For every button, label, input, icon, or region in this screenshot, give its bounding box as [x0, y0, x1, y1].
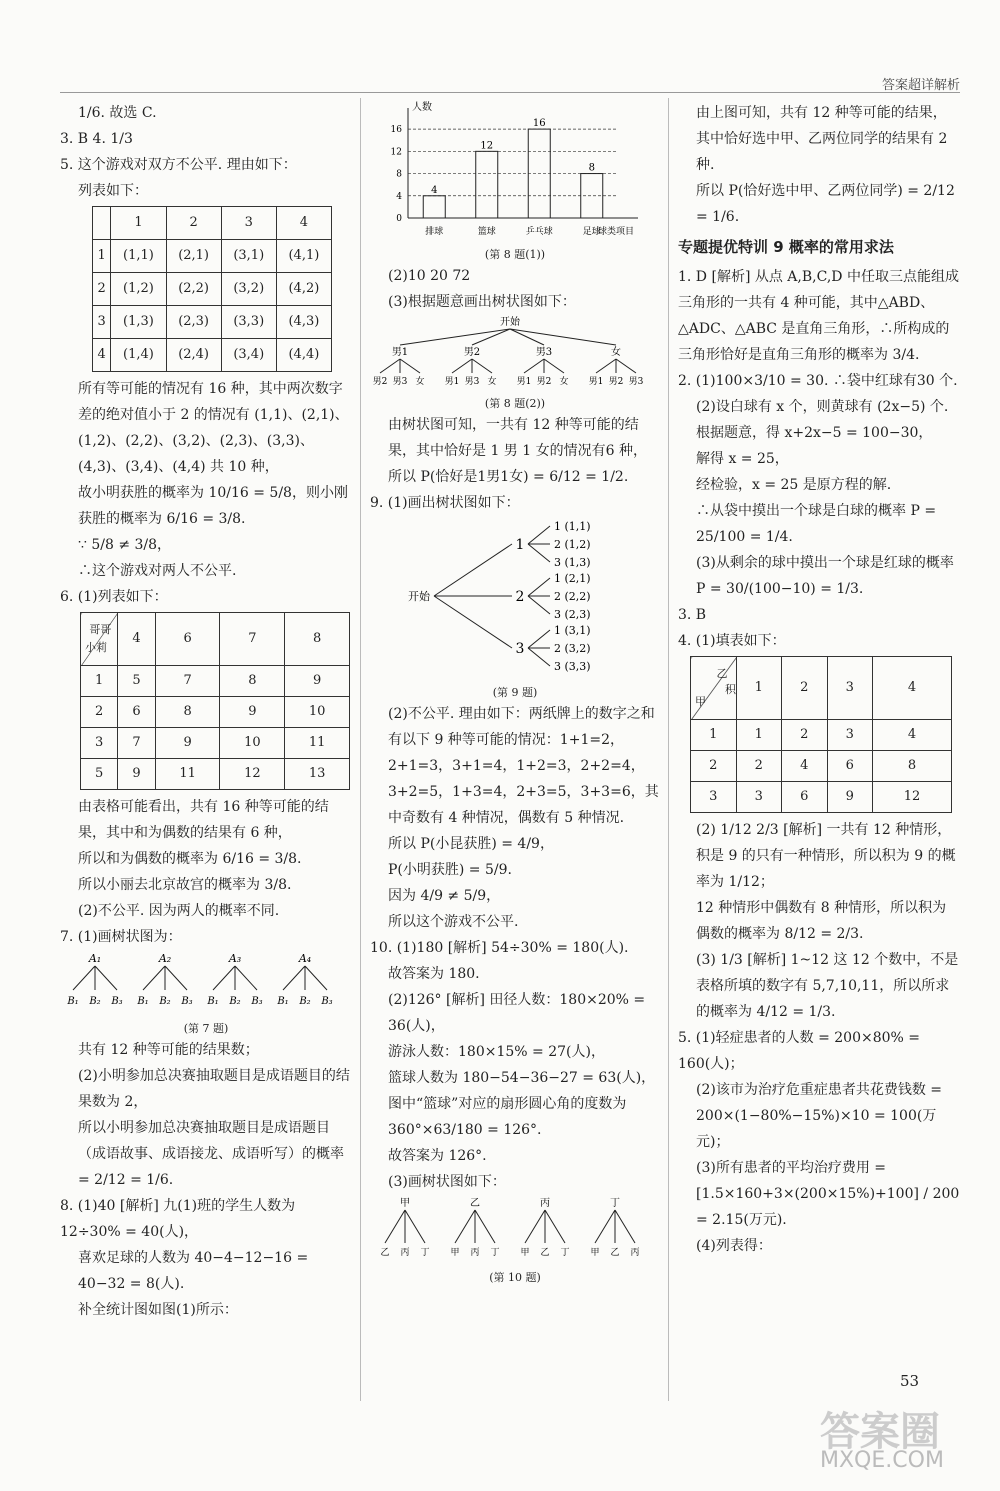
table-cell: (3,4)	[221, 339, 276, 372]
tree-leaf: 丁	[490, 1248, 500, 1258]
table-corner-cell	[691, 657, 737, 720]
table-header-cell: 3	[221, 207, 276, 240]
tree-edge	[400, 329, 510, 345]
table-cell: 3	[736, 782, 782, 813]
table-cell: 12	[873, 782, 952, 813]
tree-leaf: 3 (3,3)	[554, 660, 591, 673]
text-line: 6. (1)列表如下：	[60, 589, 168, 605]
tree-leaf: 丙	[470, 1248, 480, 1258]
table-cell: (2,2)	[166, 273, 221, 306]
text-line: 所以和为偶数的概率为 6/16 = 3/8.	[78, 851, 302, 867]
tree-leaf: B₂	[159, 996, 171, 1007]
tree-diagram-q10	[370, 1195, 650, 1261]
table-cell: 4	[782, 751, 828, 782]
tree-leaf: 3 (2,3)	[554, 608, 591, 621]
tree-leaf: 2 (2,2)	[554, 590, 591, 603]
tree-edge	[283, 966, 305, 990]
tree-edge	[472, 359, 492, 373]
table-cell: 12	[220, 759, 285, 790]
tree-leaf: B₃	[181, 996, 193, 1007]
tree-edge	[434, 544, 512, 596]
text-para: 12 种情形中偶数有 8 种情形，所以积为偶数的概率为 8/12 = 2/3.	[696, 900, 947, 942]
text-para: 1. D [解析] 从点 A,B,C,D 中任取三点能组成三角形的一共有 4 种可能，其中△ABD、△ADC、△ABC 是直角三角形，∴所构成的三角形恰好是直角三角形的概率为 3/4.	[678, 269, 959, 363]
table-q5	[92, 206, 332, 372]
text-line: 10. (1)180 [解析] 54÷30% = 180(人).	[370, 940, 629, 956]
text-para: (2)126° [解析] 田径人数：180×20% = 36(人)，	[388, 992, 646, 1034]
page-header: 答案超详解析	[881, 78, 960, 93]
tree-diagram-q8	[370, 315, 650, 387]
table-cell: 2	[782, 720, 828, 751]
tree-edge	[455, 1210, 475, 1243]
tree-edge	[528, 544, 550, 562]
text-line: 共有 12 种等可能的结果数；	[78, 1042, 259, 1058]
table-header-cell: 2	[166, 207, 221, 240]
table-q6	[80, 612, 350, 790]
table-cell: 2	[81, 697, 118, 728]
table-corner-label: 小莉	[85, 641, 107, 654]
table-cell: 10	[285, 697, 350, 728]
text-line: 所以 P(恰好是1男1女) = 6/12 = 1/2.	[388, 469, 629, 485]
text-line: 4. (1)填表如下：	[678, 633, 786, 649]
table-cell: 8	[220, 666, 285, 697]
table-cell: 3	[827, 720, 873, 751]
tree-leaf: 男2	[608, 377, 624, 387]
tree-node: 甲	[400, 1198, 410, 1209]
tree-leaf: 甲	[590, 1248, 600, 1258]
table-header-cell: 1	[111, 207, 166, 240]
table-q4	[690, 656, 952, 813]
text-line: ∵ 5/8 ≠ 3/8，	[78, 537, 172, 553]
text-line: (2)10 20 72	[388, 268, 471, 284]
text-para: 由表格可能看出，共有 16 种等可能的结果，其中和为偶数的结果有 6 种，	[78, 799, 329, 841]
text-para: (3)所有患者的平均治疗费用 = [1.5×160+3×(200×15%)+100] / 200 = 2.15(万元).	[696, 1160, 960, 1228]
table-header-cell: 1	[736, 657, 782, 720]
watermark-logo: 答案圈	[820, 1409, 940, 1455]
table-cell: 3	[93, 306, 111, 339]
table-cell: (2,1)	[166, 240, 221, 273]
column-right	[678, 100, 960, 1259]
tree-leaf: 丙	[400, 1248, 410, 1258]
text-line: 1/6. 故选 C.	[78, 105, 157, 121]
tree-edge	[595, 1210, 615, 1243]
table-cell: 6	[827, 751, 873, 782]
text-line: (4)列表得：	[696, 1238, 772, 1254]
tree-root: 开始	[500, 317, 520, 328]
text-para: (3) 1/3 [解析] 1~12 这 12 个数中，不是表格所填的数字有 5,7,10,11，所以所求的概率为 4/12 = 1/3.	[696, 952, 959, 1020]
text-line: 解得 x = 25，	[696, 451, 789, 467]
table-cell: 3	[691, 782, 737, 813]
tree-node: 1	[515, 537, 525, 553]
table-cell: 1	[93, 240, 111, 273]
column-middle	[370, 100, 660, 1286]
y-tick-label: 12	[390, 147, 402, 158]
table-cell: 13	[285, 759, 350, 790]
tree-edge	[235, 966, 257, 990]
y-tick-label: 16	[390, 125, 402, 136]
bar-chart-q8	[370, 100, 650, 238]
x-axis-label: 球类项目	[598, 227, 635, 237]
table-cell: 1	[736, 720, 782, 751]
text-line: 3. B 4. 1/3	[60, 131, 133, 147]
y-tick-label: 8	[396, 169, 402, 180]
tree-edge	[405, 1210, 425, 1243]
text-line: 3. B	[678, 607, 707, 623]
tree-edge	[596, 359, 616, 373]
text-para: 喜欢足球的人数为 40−4−12−16 = 40−32 = 8(人).	[78, 1250, 309, 1292]
tree-leaf: 甲	[450, 1248, 460, 1258]
tree-leaf: 丁	[420, 1248, 430, 1258]
table-cell: 9	[118, 759, 155, 790]
table-cell: 7	[155, 666, 220, 697]
table-cell: 6	[118, 697, 155, 728]
tree-node: 男3	[535, 347, 553, 358]
table-row	[93, 240, 332, 273]
figure-caption: (第 7 题)	[183, 1022, 229, 1035]
text-line: ∴这个游戏对两人不公平.	[78, 563, 237, 579]
tree-node: 乙	[470, 1198, 480, 1209]
table-header-cell: 3	[827, 657, 873, 720]
tree-leaf: B₁	[137, 996, 149, 1007]
tree-edge	[434, 596, 512, 648]
tree-edge	[95, 966, 117, 990]
tree-leaf: 丁	[560, 1248, 570, 1258]
text-para: ∴从袋中摸出一个球是白球的概率 P = 25/100 = 1/4.	[696, 503, 937, 545]
table-corner-label: 乙	[716, 667, 728, 680]
table-cell: 6	[782, 782, 828, 813]
tree-leaf: 男1	[588, 377, 604, 387]
bar	[423, 196, 445, 218]
tree-edge	[73, 966, 95, 990]
text-line: 故答案为 180.	[388, 966, 480, 982]
text-para: 所以小明参加总决赛抽取题目是成语题目（成语故事、成语接龙、成语听写）的概率 = 2/12 = 1/6.	[78, 1120, 344, 1188]
text-para: 故小明获胜的概率为 10/16 = 5/8，则小刚获胜的概率为 6/16 = 3/8.	[78, 485, 348, 527]
bar-value-label: 4	[431, 184, 438, 196]
table-row	[81, 697, 350, 728]
tree-leaf: 乙	[380, 1248, 390, 1258]
section-title: 专题提优特训 9 概率的常用求法	[678, 238, 894, 256]
table-row	[93, 339, 332, 372]
table-cell: 4	[873, 720, 952, 751]
tree-node: 男2	[463, 347, 481, 358]
text-line: 列表如下：	[78, 183, 148, 199]
tree-edge	[165, 966, 187, 990]
table-header-cell: 8	[285, 613, 350, 666]
table-header-cell: 2	[782, 657, 828, 720]
table-header-cell: 6	[155, 613, 220, 666]
table-corner-label: 积	[725, 683, 736, 696]
tree-edge	[544, 359, 564, 373]
tree-diagram-q7	[60, 950, 340, 1012]
table-cell: (2,4)	[166, 339, 221, 372]
table-cell: (3,3)	[221, 306, 276, 339]
table-cell: 11	[155, 759, 220, 790]
tree-leaf: 甲	[520, 1248, 530, 1258]
text-line: 所以这个游戏不公平.	[388, 914, 519, 930]
table-cell: 3	[81, 728, 118, 759]
y-tick-label: 4	[396, 191, 402, 202]
text-para: 8. (1)40 [解析] 九(1)班的学生人数为 12÷30% = 40(人)，	[60, 1198, 296, 1240]
text-line: 补全统计图如图(1)所示：	[78, 1302, 238, 1318]
tree-edge	[528, 596, 550, 614]
column-divider	[360, 98, 361, 1401]
x-tick-label: 篮球	[477, 227, 496, 237]
tree-node: 丁	[610, 1198, 620, 1209]
bar-value-label: 12	[480, 140, 494, 152]
text-para: (2) 1/12 2/3 [解析] 一共有 12 种情形，积是 9 的只有一种情形，所以积为 9 的概率为 1/12；	[696, 822, 956, 890]
table-corner-label: 哥哥	[89, 623, 112, 636]
text-para: 由树状图可知，一共有 12 种等可能的结果，其中恰好是 1 男 1 女的情况有6 种，	[388, 417, 647, 459]
table-header-cell: 4	[276, 207, 331, 240]
x-tick-label: 排球	[425, 227, 444, 237]
tree-leaf: 男3	[628, 377, 644, 387]
tree-leaf: 男2	[536, 377, 552, 387]
table-row	[691, 720, 952, 751]
watermark-url: MXQE.COM	[820, 1448, 944, 1473]
tree-leaf: 男3	[464, 377, 480, 387]
header-rule	[60, 92, 960, 93]
tree-edge	[213, 966, 235, 990]
tree-edge	[615, 1210, 635, 1243]
tree-node: 男1	[391, 347, 409, 358]
tree-leaf: 2 (1,2)	[554, 538, 591, 551]
tree-edge	[616, 359, 636, 373]
table-cell: 2	[93, 273, 111, 306]
tree-edge	[525, 1210, 545, 1243]
column-divider	[668, 98, 669, 1401]
tree-edge	[528, 630, 550, 648]
tree-leaf: B₃	[251, 996, 263, 1007]
table-row	[691, 751, 952, 782]
tree-leaf: 乙	[540, 1248, 550, 1258]
tree-leaf: 男1	[516, 377, 532, 387]
tree-node: 丙	[540, 1198, 550, 1209]
table-header-cell	[93, 207, 111, 240]
text-line: 因为 4/9 ≠ 5/9，	[388, 888, 501, 904]
tree-edge	[528, 578, 550, 596]
tree-leaf: 3 (1,3)	[554, 556, 591, 569]
text-line: P(小明获胜) = 5/9.	[388, 862, 512, 878]
tree-edge	[400, 359, 420, 373]
table-cell: 5	[118, 666, 155, 697]
table-cell: 11	[285, 728, 350, 759]
table-cell: (4,1)	[276, 240, 331, 273]
text-line: 经检验，x = 25 是原方程的解.	[696, 477, 892, 493]
figure-caption: (第 9 题)	[492, 686, 538, 699]
table-cell: 1	[691, 720, 737, 751]
table-cell: 5	[81, 759, 118, 790]
tree-edge	[528, 648, 550, 666]
table-cell: 10	[220, 728, 285, 759]
table-cell: 9	[220, 697, 285, 728]
text-line: 根据题意，得 x+2x−5 = 100−30，	[696, 425, 933, 441]
text-para: 所以 P(恰好选中甲、乙两位同学) = 2/12 = 1/6.	[696, 183, 955, 225]
table-cell: (3,2)	[221, 273, 276, 306]
table-header-cell: 7	[220, 613, 285, 666]
y-axis-label: 人数	[412, 102, 432, 113]
tree-node: A₂	[158, 952, 172, 965]
table-cell: (4,2)	[276, 273, 331, 306]
tree-leaf: B₁	[277, 996, 289, 1007]
text-para: (3)从剩余的球中摸出一个球是红球的概率 P = 30/(100−10) = 1/3.	[696, 555, 954, 597]
text-line: (3)画树状图如下：	[388, 1174, 506, 1190]
text-para: (2)该市为治疗危重症患者共花费钱数 = 200×(1−80%−15%)×10 = 100(万元)；	[696, 1082, 943, 1150]
tree-node: 女	[611, 347, 621, 358]
tree-leaf: B₂	[229, 996, 241, 1007]
tree-edge	[385, 1210, 405, 1243]
bar-value-label: 8	[588, 162, 595, 174]
tree-edge	[380, 359, 400, 373]
table-corner-cell	[81, 613, 118, 666]
table-row	[81, 666, 350, 697]
table-cell: (1,2)	[111, 273, 166, 306]
tree-leaf: 女	[559, 377, 569, 387]
table-row	[93, 306, 332, 339]
tree-leaf: 1 (2,1)	[554, 572, 591, 585]
text-para: (2)小明参加总决赛抽取题目是成语题目的结果数为 2，	[78, 1068, 350, 1110]
tree-leaf: B₃	[111, 996, 123, 1007]
tree-edge	[528, 526, 550, 544]
x-tick-label: 足球	[582, 227, 601, 237]
tree-leaf: 男3	[392, 377, 408, 387]
tree-leaf: B₁	[207, 996, 219, 1007]
tree-leaf: 男1	[444, 377, 460, 387]
table-row	[81, 728, 350, 759]
tree-leaf: B₂	[299, 996, 311, 1007]
tree-leaf: 女	[415, 377, 425, 387]
tree-edge	[524, 359, 544, 373]
table-cell: 2	[691, 751, 737, 782]
tree-node: 3	[515, 641, 525, 657]
tree-edge	[143, 966, 165, 990]
table-header-cell: 4	[873, 657, 952, 720]
text-para: 图中“篮球”对应的扇形圆心角的度数为 360°×63/180 = 126°.	[388, 1096, 627, 1138]
text-line: 2. (1)100×3/10 = 30. ∴袋中红球有30 个.	[678, 373, 958, 389]
text-line: 游泳人数：180×15% = 27(人)，	[388, 1044, 605, 1060]
text-line: (3)根据题意画出树状图如下：	[388, 294, 576, 310]
tree-node: A₁	[88, 952, 102, 965]
tree-root: 开始	[408, 590, 430, 603]
text-line: 故答案为 126°.	[388, 1148, 487, 1164]
table-cell: 8	[873, 751, 952, 782]
table-cell: (2,3)	[166, 306, 221, 339]
text-line: 所以 P(小昆获胜) = 4/9，	[388, 836, 554, 852]
table-cell: 9	[827, 782, 873, 813]
table-header-cell: 4	[118, 613, 155, 666]
tree-node: A₃	[228, 952, 242, 965]
text-para: 由上图可知，共有 12 种等可能的结果，其中恰好选中甲、乙两位同学的结果有 2 种.	[696, 105, 948, 173]
tree-leaf: 女	[487, 377, 497, 387]
table-cell: 7	[118, 728, 155, 759]
table-cell: 2	[736, 751, 782, 782]
figure-caption: (第 8 题(2))	[484, 397, 546, 410]
table-cell: (4,4)	[276, 339, 331, 372]
page-number: 53	[900, 1372, 920, 1390]
table-row	[93, 273, 332, 306]
table-row	[81, 759, 350, 790]
tree-edge	[475, 1210, 495, 1243]
tree-diagram-q9	[370, 516, 650, 676]
table-corner-label: 甲	[695, 695, 706, 708]
table-cell: (4,3)	[276, 306, 331, 339]
tree-node: A₄	[298, 952, 312, 965]
table-row	[691, 782, 952, 813]
text-line: 7. (1)画树状图为：	[60, 929, 182, 945]
tree-leaf: 丙	[630, 1248, 640, 1258]
tree-node: 2	[515, 589, 525, 605]
text-line: 篮球人数为 180−54−36−27 = 63(人)，	[388, 1070, 656, 1086]
text-line: (2)不公平. 因为两人的概率不同.	[78, 903, 280, 919]
table-cell: 4	[93, 339, 111, 372]
table-cell: 1	[81, 666, 118, 697]
figure-caption: (第 10 题)	[489, 1271, 541, 1284]
tree-leaf: 男2	[372, 377, 388, 387]
table-cell: (1,1)	[111, 240, 166, 273]
text-para: (2)设白球有 x 个，则黄球有 (2x−5) 个.	[696, 399, 949, 415]
table-cell: 8	[155, 697, 220, 728]
figure-caption: (第 8 题(1))	[484, 248, 546, 261]
table-cell: (1,3)	[111, 306, 166, 339]
tree-leaf: 1 (3,1)	[554, 624, 591, 637]
table-cell: (1,4)	[111, 339, 166, 372]
tree-edge	[545, 1210, 565, 1243]
bar-value-label: 16	[532, 118, 546, 130]
tree-leaf: B₁	[67, 996, 79, 1007]
y-tick-label: 0	[396, 214, 402, 224]
x-tick-label: 乒乓球	[525, 227, 553, 237]
tree-leaf: 1 (1,1)	[554, 520, 591, 533]
tree-edge	[452, 359, 472, 373]
text-para: (2)不公平. 理由如下：两纸牌上的数字之和有以下 9 种等可能的情况：1+1=2，2+1=3，3+1=4，1+2=3，2+2=4，3+2=5，1+3=4，2+3=5，3+3=6，其中奇数有 4 种情况，偶数有 5 种情况.	[388, 706, 659, 826]
text-line: 5. (1)轻症患者的人数 = 200×80% = 160(人)；	[678, 1030, 921, 1072]
text-para: 所有等可能的情况有 16 种，其中两次数字差的绝对值小于 2 的情况有 (1,1)、(2,1)、(1,2)、(2,2)、(3,2)、(2,3)、(3,3)、(4,3)、(3,4)、(4,4) 共 10 种，	[78, 381, 349, 475]
table-header-row	[691, 657, 952, 720]
column-left	[60, 100, 352, 1323]
table-cell: 9	[285, 666, 350, 697]
bar	[476, 151, 498, 218]
text-line: 5. 这个游戏对双方不公平. 理由如下：	[60, 157, 297, 173]
tree-leaf: 乙	[610, 1248, 620, 1258]
tree-leaf: 2 (3,2)	[554, 642, 591, 655]
text-line: 所以小丽去北京故宫的概率为 3/8.	[78, 877, 292, 893]
table-cell: 9	[155, 728, 220, 759]
tree-leaf: B₂	[89, 996, 101, 1007]
text-line: 9. (1)画出树状图如下：	[370, 495, 520, 511]
table-header-row	[81, 613, 350, 666]
table-header-row	[93, 207, 332, 240]
tree-leaf: B₃	[321, 996, 333, 1007]
tree-edge	[305, 966, 327, 990]
table-cell: (3,1)	[221, 240, 276, 273]
